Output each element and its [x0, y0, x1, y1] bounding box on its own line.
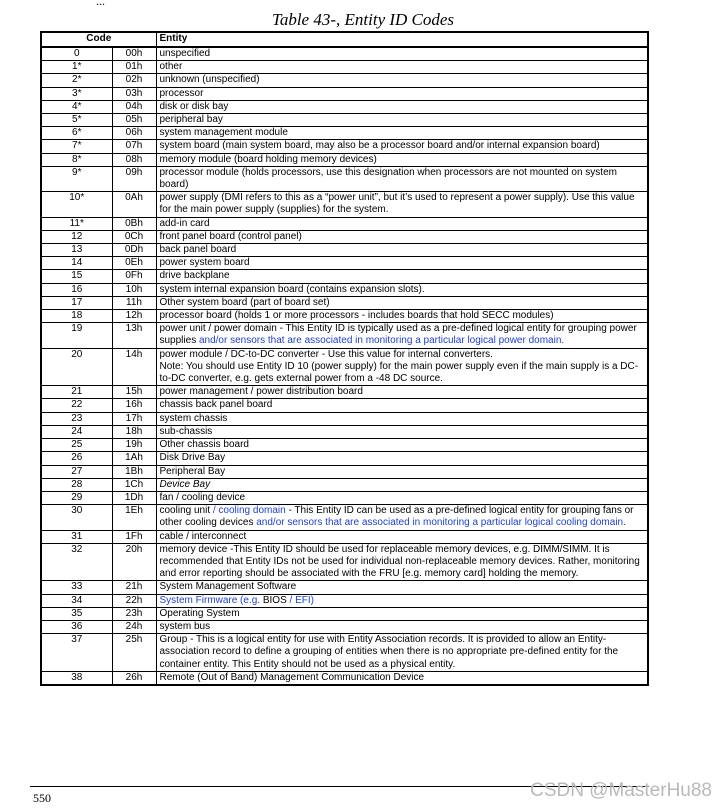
hex-code-cell: 13h [112, 323, 156, 348]
hex-code-cell: 00h [112, 47, 156, 61]
decimal-code-cell: 10* [41, 192, 112, 217]
decimal-code-cell: 38 [41, 671, 112, 685]
table-row [41, 425, 648, 438]
code-header: Code [41, 32, 156, 47]
decimal-code-cell: 7* [41, 140, 112, 153]
table-row [41, 323, 648, 348]
table-row [41, 310, 648, 323]
decimal-code-cell: 15 [41, 270, 112, 283]
hex-code-cell: 15h [112, 386, 156, 399]
entity-description-cell [156, 100, 648, 113]
hex-code-cell: 26h [112, 671, 156, 685]
table-row [41, 47, 648, 61]
decimal-code-cell: 28 [41, 478, 112, 491]
table-row [41, 399, 648, 412]
table-row [41, 283, 648, 296]
entity-description-cell [156, 412, 648, 425]
entity-description-cell [156, 283, 648, 296]
hex-code-cell: 01h [112, 61, 156, 74]
entity-text-segment: power module / DC-to-DC converter - Use this value for internal converters. [159, 348, 493, 360]
entity-description-cell [156, 620, 648, 633]
decimal-code-cell: 36 [41, 620, 112, 633]
table-row [41, 270, 648, 283]
table-row [41, 634, 648, 672]
entity-text-segment: memory module (board holding memory devices) [159, 153, 377, 165]
table-row [41, 412, 648, 425]
table-row [41, 244, 648, 257]
decimal-code-cell: 11* [41, 217, 112, 230]
table-row [41, 607, 648, 620]
entity-text-segment: Operating System [159, 607, 240, 619]
decimal-code-cell: 16 [41, 283, 112, 296]
entity-text-segment: disk or disk bay [159, 100, 229, 112]
entity-text-segment: system bus [159, 620, 211, 632]
decimal-code-cell: 12 [41, 230, 112, 243]
decimal-code-cell: 3* [41, 87, 112, 100]
entity-description-cell [156, 465, 648, 478]
table-row [41, 348, 648, 386]
entity-text-segment: unknown (unspecified) [159, 74, 260, 86]
entity-text-segment: unspecified [159, 48, 211, 59]
entity-description-cell [156, 74, 648, 87]
entity-text-segment: system board (main system board, may also be a processor board and/or internal expansion board) [159, 140, 600, 152]
entity-text-segment: front panel board (control panel) [159, 230, 302, 242]
entity-description-cell [156, 257, 648, 270]
table-header-row [41, 32, 648, 47]
decimal-code-cell: 35 [41, 607, 112, 620]
entity-description-cell [156, 671, 648, 685]
decimal-code-cell: 1* [41, 61, 112, 74]
entity-text-segment: and/or sensors that are associated in monitoring a particular logical power domain. [198, 335, 565, 347]
entity-text-segment: processor module (holds processors, use this designation when processors are not mounted on system board) [159, 166, 617, 191]
entity-text-segment: Note: You should use Entity ID 10 (power supply) for the main power supply even if the main supply is a DC-to-DC converter, e.g. gets external power from a -48 DC source. [159, 360, 639, 385]
table-row [41, 153, 648, 166]
entity-text-segment: system management module [159, 127, 288, 139]
entity-description-cell [156, 399, 648, 412]
table-row [41, 127, 648, 140]
entity-description-cell [156, 127, 648, 140]
entity-text-segment: System Firmware (e.g. [159, 594, 263, 606]
entity-text-segment: / EFI) [286, 594, 314, 606]
entity-description-cell [156, 348, 648, 386]
entity-description-cell [156, 153, 648, 166]
table-row [41, 505, 648, 530]
decimal-code-cell: 27 [41, 465, 112, 478]
hex-code-cell: 05h [112, 114, 156, 127]
entity-text-segment: BIOS [262, 594, 287, 606]
decimal-code-cell: 37 [41, 634, 112, 672]
entity-text-segment: other [159, 61, 183, 73]
entity-description-cell [156, 61, 648, 74]
entity-description-cell [156, 244, 648, 257]
hex-code-cell: 21h [112, 581, 156, 594]
entity-description-cell [156, 230, 648, 243]
decimal-code-cell: 30 [41, 505, 112, 530]
table-row [41, 478, 648, 491]
table-row [41, 452, 648, 465]
entity-text-segment: Other chassis board [159, 439, 249, 451]
decimal-code-cell: 13 [41, 244, 112, 257]
decimal-code-cell: 26 [41, 452, 112, 465]
entity-description-cell [156, 310, 648, 323]
entity-text-segment: Device Bay [159, 478, 211, 490]
hex-code-cell: 10h [112, 283, 156, 296]
decimal-code-cell: 19 [41, 323, 112, 348]
decimal-code-cell: 29 [41, 491, 112, 504]
entity-text-segment: cable / interconnect [159, 530, 247, 542]
hex-code-cell: 1Ch [112, 478, 156, 491]
table-row [41, 296, 648, 309]
watermark: CSDN @MasterHu88 [530, 780, 712, 801]
entity-description-cell [156, 386, 648, 399]
entity-text-segment: chassis back panel board [159, 399, 273, 411]
hex-code-cell: 17h [112, 412, 156, 425]
table-row [41, 491, 648, 504]
decimal-code-cell: 21 [41, 386, 112, 399]
hex-code-cell: 06h [112, 127, 156, 140]
hex-code-cell: 0Dh [112, 244, 156, 257]
hex-code-cell: 1Eh [112, 505, 156, 530]
entity-text-segment: processor [159, 87, 204, 99]
table-row [41, 100, 648, 113]
hex-code-cell: 0Eh [112, 257, 156, 270]
decimal-code-cell: 22 [41, 399, 112, 412]
entity-text-segment: Remote (Out of Band) Management Communication Device [159, 671, 425, 683]
entity-text-segment: Group - This is a logical entity for use with Entity Association records. It is provided to allow an Entity-association record to define a grouping of entities when there is no appropriate pre-defined entity for the container entity. This Entity should not be used as a physical entity. [159, 634, 619, 670]
hex-code-cell: 0Ch [112, 230, 156, 243]
decimal-code-cell: 31 [41, 530, 112, 543]
entity-text-segment: and/or sensors that are associated in monitoring a particular logical cooling domain. [256, 517, 626, 529]
entity-description-cell [156, 87, 648, 100]
entity-description-cell [156, 530, 648, 543]
table-row [41, 257, 648, 270]
entity-description-cell [156, 166, 648, 191]
decimal-code-cell: 4* [41, 100, 112, 113]
table-row [41, 217, 648, 230]
table-row [41, 114, 648, 127]
decimal-code-cell: 6* [41, 127, 112, 140]
entity-text-segment: memory device -This Entity ID should be used for replaceable memory devices, e.g. DIMM/SIMM. It is recommended that Entity IDs not be used for individual non-replaceable memory devices. Rather, monitoring and error reporting should be associated with the FRU [e.g. memory card] holding the memory. [159, 543, 640, 580]
entity-text-segment: back panel board [159, 244, 237, 256]
decimal-code-cell: 9* [41, 166, 112, 191]
table-row [41, 230, 648, 243]
entity-text-segment: power management / power distribution board [159, 386, 363, 398]
entity-description-cell [156, 140, 648, 153]
hex-code-cell: 16h [112, 399, 156, 412]
table-row [41, 530, 648, 543]
decimal-code-cell: 2* [41, 74, 112, 87]
hex-code-cell: 08h [112, 153, 156, 166]
table-row [41, 465, 648, 478]
entity-description-cell [156, 192, 648, 217]
entity-text-segment: processor board (holds 1 or more processors - includes boards that hold SECC modules) [159, 310, 554, 322]
hex-code-cell: 20h [112, 543, 156, 581]
entity-text-segment: drive backplane [159, 270, 230, 282]
entity-text-segment: system chassis [159, 412, 228, 424]
decimal-code-cell: 25 [41, 439, 112, 452]
entity-text-segment: add-in card [159, 217, 210, 229]
decimal-code-cell: 17 [41, 296, 112, 309]
hex-code-cell: 1Bh [112, 465, 156, 478]
entity-description-cell [156, 114, 648, 127]
hex-code-cell: 18h [112, 425, 156, 438]
entity-text-segment: cooling unit [159, 505, 213, 517]
entity-text-segment: Other system board (part of board set) [159, 296, 330, 308]
entity-description-cell [156, 217, 648, 230]
hex-code-cell: 14h [112, 348, 156, 386]
decimal-code-cell: 18 [41, 310, 112, 323]
entity-description-cell [156, 439, 648, 452]
entity-description-cell [156, 543, 648, 581]
decimal-code-cell: 32 [41, 543, 112, 581]
entity-text-segment: sub-chassis [159, 425, 213, 437]
decimal-code-cell: 33 [41, 581, 112, 594]
table-row [41, 543, 648, 581]
table-row [41, 61, 648, 74]
decimal-code-cell: 24 [41, 425, 112, 438]
entity-text-segment: peripheral bay [159, 114, 223, 126]
hex-code-cell: 1Dh [112, 491, 156, 504]
entity-description-cell [156, 491, 648, 504]
hex-code-cell: 03h [112, 87, 156, 100]
entity-description-cell [156, 270, 648, 283]
entity-description-cell [156, 478, 648, 491]
entity-description-cell [156, 47, 648, 61]
page-number: 550 [33, 791, 51, 805]
entity-description-cell [156, 634, 648, 672]
hex-code-cell: 07h [112, 140, 156, 153]
entity-description-cell [156, 594, 648, 607]
decimal-code-cell: 34 [41, 594, 112, 607]
entity-id-table [40, 31, 649, 686]
table-row [41, 87, 648, 100]
decimal-code-cell: 0 [41, 47, 112, 61]
entity-text-segment: Peripheral Bay [159, 465, 226, 477]
entity-text-segment: system internal expansion board (contains expansion slots). [159, 283, 425, 295]
table-row [41, 439, 648, 452]
table-row [41, 581, 648, 594]
decimal-code-cell: 8* [41, 153, 112, 166]
table-row [41, 166, 648, 191]
hex-code-cell: 09h [112, 166, 156, 191]
hex-code-cell: 12h [112, 310, 156, 323]
decimal-code-cell: 20 [41, 348, 112, 386]
table-row [41, 386, 648, 399]
table-row [41, 140, 648, 153]
entity-text-segment: - This Entity ID can be used as a pre-defined logical entity for grouping fans or other cooling devices [159, 505, 634, 529]
hex-code-cell: 0Bh [112, 217, 156, 230]
entity-description-cell [156, 323, 648, 348]
hex-code-cell: 1Ah [112, 452, 156, 465]
hex-code-cell: 19h [112, 439, 156, 452]
table-caption: Table 43-, Entity ID Codes [271, 10, 455, 29]
entity-text-segment: power supply (DMI refers to this as a “power unit”, but it’s used to represent a power supply). Use this value for the main power supply (supplies) for the system. [159, 192, 635, 216]
hex-code-cell: 0Fh [112, 270, 156, 283]
entity-description-cell [156, 607, 648, 620]
decimal-code-cell: 23 [41, 412, 112, 425]
entity-description-cell [156, 296, 648, 309]
entity-header: Entity [156, 32, 648, 47]
hex-code-cell: 0Ah [112, 192, 156, 217]
table-row [41, 192, 648, 217]
hex-code-cell: 04h [112, 100, 156, 113]
entity-description-cell [156, 425, 648, 438]
entity-text-segment: power system board [159, 257, 250, 269]
entity-description-cell [156, 505, 648, 530]
entity-text-segment: System Management Software [159, 581, 297, 593]
entity-description-cell [156, 581, 648, 594]
table-row [41, 620, 648, 633]
entity-text-segment: fan / cooling device [159, 491, 246, 503]
hex-code-cell: 23h [112, 607, 156, 620]
table-row [41, 671, 648, 685]
hex-code-cell: 1Fh [112, 530, 156, 543]
hex-code-cell: 02h [112, 74, 156, 87]
hex-code-cell: 22h [112, 594, 156, 607]
hex-code-cell: 24h [112, 620, 156, 633]
table-row [41, 74, 648, 87]
decimal-code-cell: 5* [41, 114, 112, 127]
entity-description-cell [156, 452, 648, 465]
entity-text-segment: power unit / power domain - This Entity ID is typically used as a pre-defined logical entity for grouping power supplies [159, 323, 637, 347]
hex-code-cell: 11h [112, 296, 156, 309]
hex-code-cell: 25h [112, 634, 156, 672]
previous-page-fragment: ... [96, 0, 105, 8]
decimal-code-cell: 14 [41, 257, 112, 270]
table-row [41, 594, 648, 607]
entity-text-segment: / cooling domain [212, 505, 286, 517]
entity-text-segment: Disk Drive Bay [159, 452, 226, 464]
